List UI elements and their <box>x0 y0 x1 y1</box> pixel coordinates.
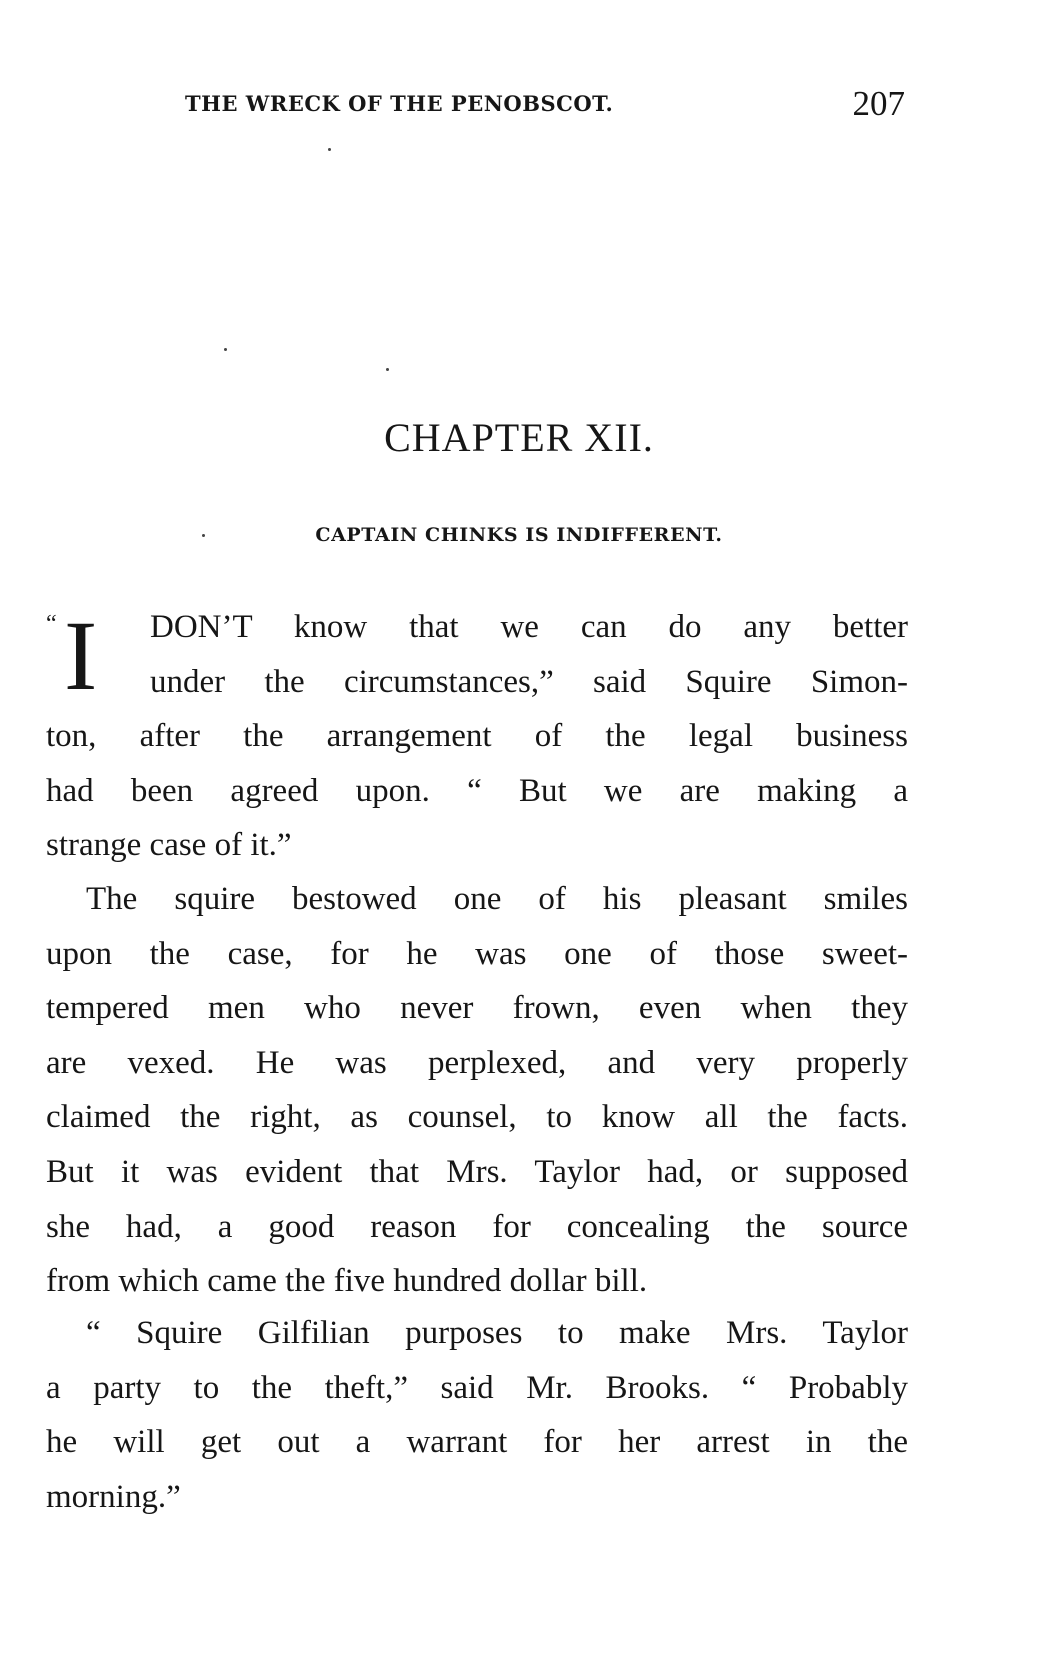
text-line: upon the case, for he was one of those sweet- <box>46 935 908 972</box>
text-line: The squire bestowed one of his pleasant smiles <box>86 881 908 917</box>
text-line: “ Squire Gilfilian purposes to make Mrs. Taylor <box>86 1315 908 1351</box>
chapter-subtitle: CAPTAIN CHINKS IS INDIFFERENT. <box>315 524 723 546</box>
text-line: under the circumstances,” said Squire Simon- <box>150 663 908 700</box>
text-line: from which came the five hundred dollar bill. <box>46 1263 648 1300</box>
text-line: had been agreed upon. “ But we are making a <box>46 772 908 809</box>
text-line: strange case of it.” <box>46 827 292 864</box>
text-line: DON’T know that we can do any better <box>150 609 908 645</box>
text-line: ton, after the arrangement of the legal business <box>46 718 908 754</box>
print-speck <box>224 348 227 351</box>
text-line: she had, a good reason for concealing the source <box>46 1208 908 1245</box>
text-line: claimed the right, as counsel, to know all the facts. <box>46 1099 908 1136</box>
paragraph-1-drop-lines <box>150 600 908 709</box>
running-head <box>185 84 905 124</box>
paragraph-3 <box>46 1306 908 1524</box>
drop-cap: I <box>64 600 98 711</box>
text-line: he will get out a warrant for her arrest in the <box>46 1424 908 1461</box>
text-line: are vexed. He was perplexed, and very properly <box>46 1044 908 1081</box>
print-speck <box>386 368 389 371</box>
text-line: morning.” <box>46 1478 181 1515</box>
chapter-heading: CHAPTER XII. <box>384 415 654 460</box>
paragraph-1 <box>46 709 908 873</box>
running-title: THE WRECK OF THE PENOBSCOT. <box>185 91 614 116</box>
page-number: 207 <box>852 84 905 123</box>
print-speck <box>328 148 331 151</box>
text-line: But it was evident that Mrs. Taylor had, or supposed <box>46 1153 908 1190</box>
text-line: a party to the theft,” said Mr. Brooks. “ Probably <box>46 1369 908 1406</box>
opening-quote-mark: “ <box>46 611 57 637</box>
text-line: tempered men who never frown, even when they <box>46 990 908 1027</box>
paragraph-2 <box>46 872 908 1309</box>
